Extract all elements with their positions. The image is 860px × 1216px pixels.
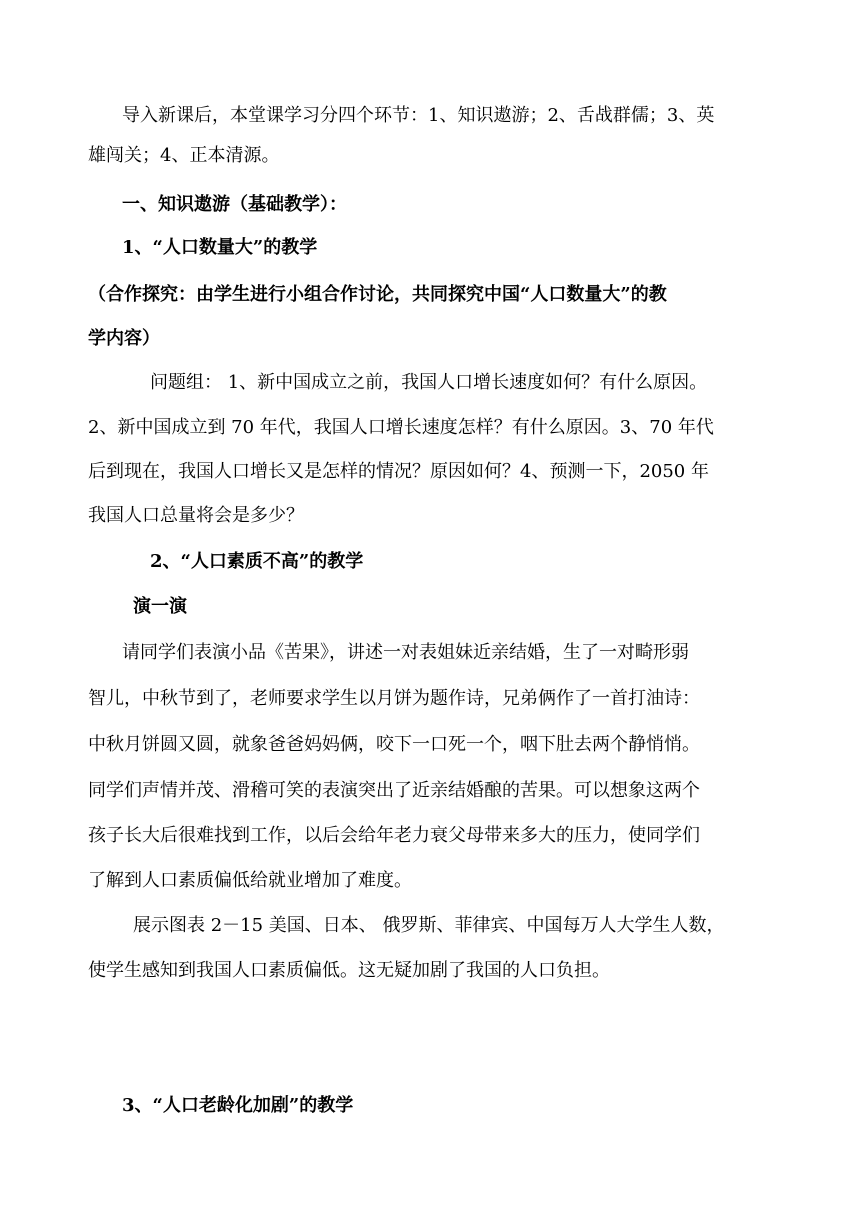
cooperative-note-line-1: （合作探究：由学生进行小组合作讨论，共同探究中国“人口数量大”的教: [88, 284, 667, 305]
act-paragraph-line-1: 请同学们表演小品《苦果》，讲述一对表姐妹近亲结婚，生了一对畸形弱: [122, 642, 689, 663]
act-paragraph-line-6: 了解到人口素质偏低给就业增加了难度。: [88, 870, 412, 891]
chart-paragraph-line-2: 使学生感知到我国人口素质偏低。这无疑加剧了我国的人口负担。: [88, 960, 610, 981]
act-paragraph-line-3: 中秋月饼圆又圆，就象爸爸妈妈俩，咬下一口死一个，咽下肚去两个静悄悄。: [88, 734, 700, 755]
chart-paragraph-line-1: 展示图表 2－15 美国、日本、 俄罗斯、菲律宾、中国每万人大学生人数，: [133, 915, 725, 936]
cooperative-note-line-2: 学内容）: [88, 328, 160, 349]
act-paragraph-line-4: 同学们声情并茂、滑稽可笑的表演突出了近亲结婚酿的苦果。可以想象这两个: [88, 780, 700, 801]
intro-line-2: 雄闯关；4、正本清源。: [88, 145, 280, 166]
intro-line-1: 导入新课后，本堂课学习分四个环节：1、知识遨游；2、舌战群儒；3、英: [122, 105, 715, 126]
act-paragraph-line-5: 孩子长大后很难找到工作，以后会给年老力衰父母带来多大的压力，使同学们: [88, 825, 700, 846]
question-group-line-2: 2、新中国成立到 70 年代，我国人口增长速度怎样？有什么原因。3、70 年代: [88, 417, 714, 438]
section-1-heading: 一、知识遨游（基础教学）：: [122, 194, 347, 215]
act-paragraph-line-2: 智儿，中秋节到了，老师要求学生以月饼为题作诗，兄弟俩作了一首打油诗：: [88, 688, 700, 709]
subsection-3-heading: 3、“人口老龄化加剧”的教学: [122, 1095, 354, 1116]
question-group-line-4: 我国人口总量将会是多少？: [88, 505, 304, 526]
subsection-1-heading: 1、“人口数量大”的教学: [122, 237, 318, 258]
subsection-2-heading: 2、“人口素质不高”的教学: [150, 551, 364, 572]
question-group-line-1: 问题组： 1、新中国成立之前，我国人口增长速度如何？有什么原因。: [150, 372, 708, 393]
question-group-line-3: 后到现在，我国人口增长又是怎样的情况？原因如何？4、预测一下，2050 年: [88, 461, 709, 482]
act-heading: 演一演: [133, 596, 187, 617]
